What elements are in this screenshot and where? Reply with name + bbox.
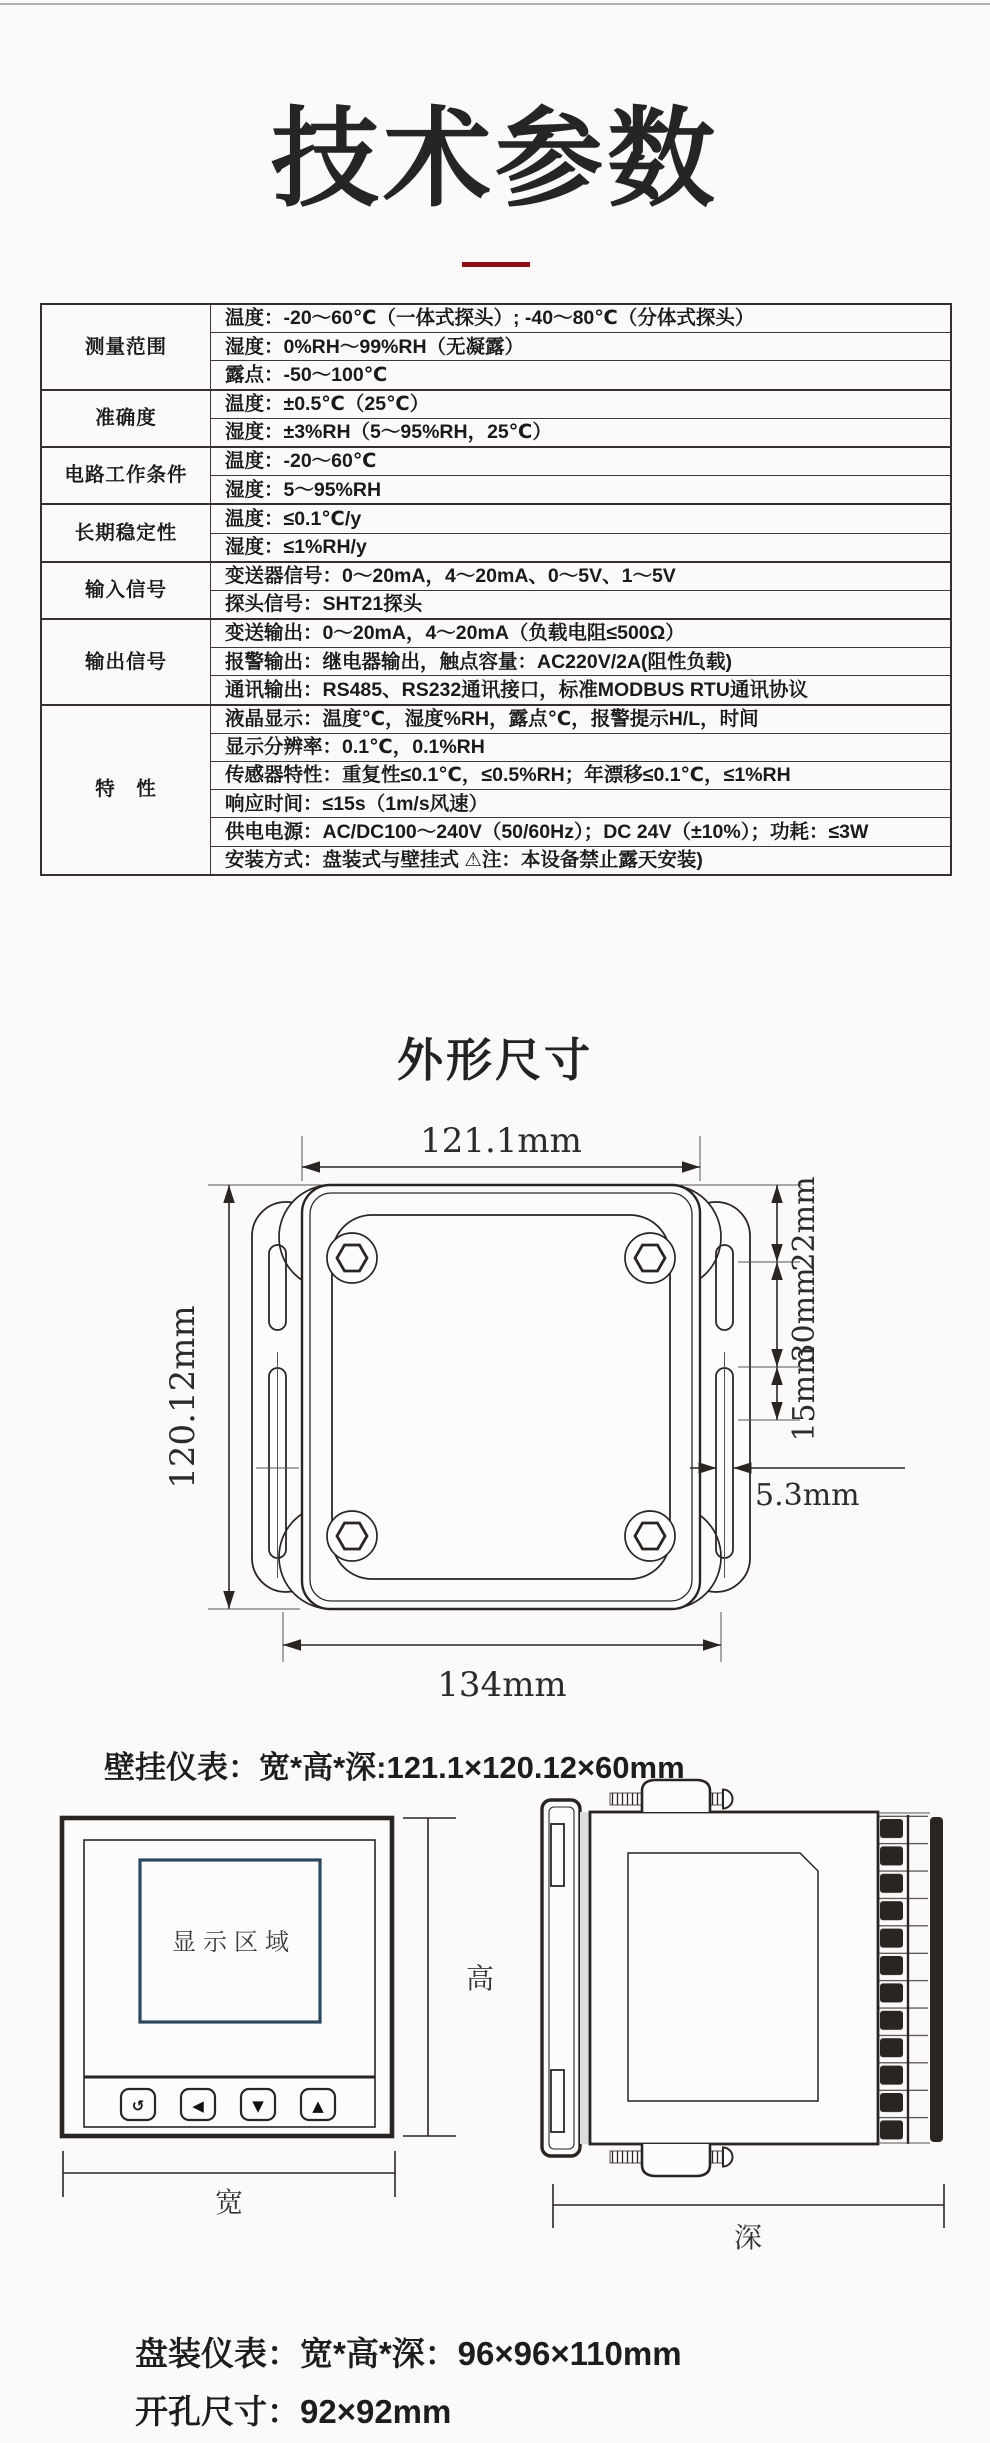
wall-mount-caption: 壁挂仪表：宽*高*深:121.1×120.12×60mm [104, 1750, 685, 1785]
panel-side-view [542, 1780, 944, 2254]
cutout-size-caption: 开孔尺寸：92×92mm [135, 2393, 452, 2430]
dim-label-left-height: 120.12mm [163, 1305, 203, 1489]
spec-group-label: 长期稳定性 [41, 504, 211, 561]
spec-value: 传感器特性：重复性≤0.1℃，≤0.5%RH；年漂移≤0.1℃，≤1%RH [211, 762, 952, 790]
left-arrow-icon: ◀ [192, 2097, 204, 2115]
page-title: 技术参数 [270, 97, 719, 222]
spec-group-label: 特 性 [41, 705, 211, 875]
table-row [41, 304, 951, 333]
table-row [41, 705, 951, 734]
loop-arrow-icon: ↺ [131, 2097, 145, 2115]
screw-icon [625, 1511, 675, 1561]
dim-label-top-width: 121.1mm [420, 1121, 582, 1161]
screw-icon [327, 1233, 377, 1283]
screw-head-icon [723, 2148, 733, 2167]
spec-value: 温度：-20～60℃（一体式探头）; -40～80℃（分体式探头） [211, 304, 952, 333]
dim-label-height: 高 [466, 1962, 495, 1995]
table-row [41, 390, 951, 419]
spec-value: 供电电源：AC/DC100～240V（50/60Hz）；DC 24V（±10%）；功耗：≤3W [211, 818, 952, 846]
spec-group-label: 测量范围 [41, 304, 211, 390]
spec-value: 湿度：0%RH～99%RH（无凝露） [211, 333, 952, 361]
dim-label-15mm: 15mm [787, 1346, 822, 1442]
table-row [41, 447, 951, 476]
panel-front-view [62, 1818, 494, 2219]
dim-label-slot: 5.3mm [755, 1478, 860, 1513]
terminal-back-bar [930, 1817, 943, 2142]
dim-label-30mm: 30mm [787, 1267, 822, 1363]
spec-value: 探头信号：SHT21探头 [211, 590, 952, 619]
table-row [41, 504, 951, 533]
panel-mount-caption: 盘装仪表：宽*高*深：96×96×110mm [135, 2335, 682, 2372]
spec-value: 温度：≤0.1℃/y [211, 504, 952, 533]
spec-group-label: 电路工作条件 [41, 447, 211, 504]
panel-plane [580, 1812, 590, 2144]
spec-value: 报警输出：继电器输出，触点容量：AC220V/2A(阻性负载) [211, 648, 952, 676]
spec-value: 显示分辨率：0.1℃，0.1%RH [211, 733, 952, 761]
spec-group-label: 准确度 [41, 390, 211, 447]
display-area-label: 显示区域 [172, 1928, 296, 1956]
spec-value: 通讯输出：RS485、RS232通讯接口，标准MODBUS RTU通讯协议 [211, 676, 952, 705]
down-arrow-icon: ▼ [252, 2097, 264, 2115]
spec-value: 安装方式：盘装式与壁挂式 ⚠注：本设备禁止露天安装) [211, 846, 952, 875]
spec-value: 变送器信号：0～20mA，4～20mA、0～5V、1～5V [211, 562, 952, 591]
dimension-drawings [0, 1085, 990, 2270]
spec-value: 变送输出：0～20mA，4～20mA（负载电阻≤500Ω） [211, 619, 952, 648]
spec-value: 湿度：±3%RH（5～95%RH，25℃） [211, 418, 952, 447]
screw-icon [327, 1511, 377, 1561]
spec-value: 液晶显示：温度℃，湿度%RH，露点℃，报警提示H/L，时间 [211, 705, 952, 734]
mounting-clamp-bottom [642, 2144, 710, 2176]
terminal-block [878, 1815, 928, 2144]
spec-value: 温度：-20～60℃ [211, 447, 952, 476]
dim-label-depth: 深 [733, 2221, 763, 2254]
spec-table [40, 303, 952, 876]
side-case-body [590, 1812, 878, 2144]
spec-value: 露点：-50～100℃ [211, 361, 952, 390]
spec-value: 湿度：≤1%RH/y [211, 533, 952, 562]
top-divider [0, 3, 990, 5]
spec-value: 响应时间：≤15s（1m/s风速） [211, 790, 952, 818]
table-row [41, 619, 951, 648]
table-row [41, 562, 951, 591]
screw-head-icon [723, 1790, 733, 1809]
dim-label-22mm: 22mm [787, 1176, 822, 1272]
spec-group-label: 输入信号 [41, 562, 211, 619]
dim-label-width: 宽 [214, 2186, 244, 2219]
screw-icon [625, 1233, 675, 1283]
wall-mount-drawing [163, 1121, 905, 1705]
title-accent-dash [462, 262, 530, 267]
spec-value: 温度：±0.5℃（25℃） [211, 390, 952, 419]
spec-value: 湿度：5～95%RH [211, 476, 952, 505]
dimensions-section-title: 外形尺寸 [397, 1034, 593, 1086]
spec-group-label: 输出信号 [41, 619, 211, 705]
up-arrow-icon: ▲ [312, 2097, 324, 2115]
dim-label-overall-width: 134mm [437, 1665, 567, 1705]
